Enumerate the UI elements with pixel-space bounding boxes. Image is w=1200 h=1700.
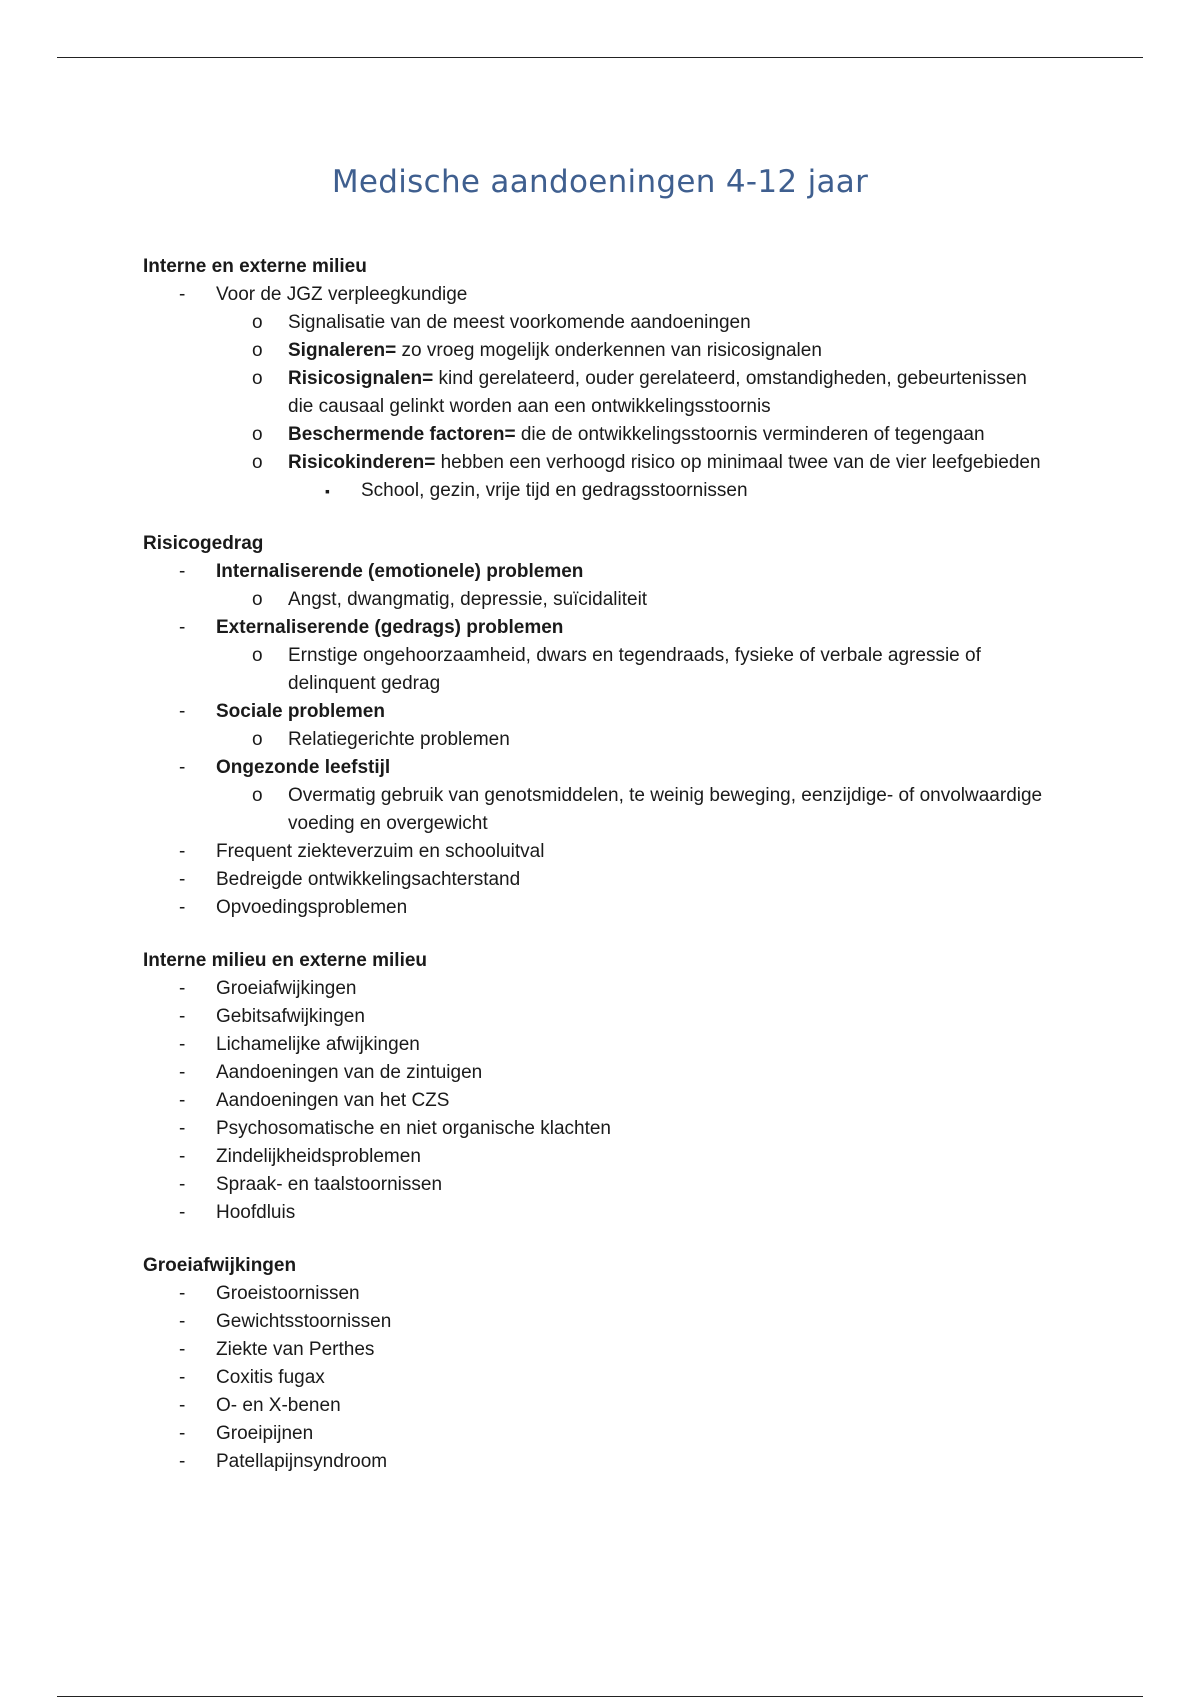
dash-bullet — [179, 1364, 185, 1392]
dash-bullet — [179, 1171, 185, 1199]
document-body — [143, 253, 1143, 1476]
dash-bullet — [179, 558, 185, 586]
list-item: - Internaliserende (emotionele) problemen — [143, 558, 1143, 586]
dash-bullet — [179, 1420, 185, 1448]
circle-bullet — [252, 726, 263, 754]
circle-bullet — [252, 309, 263, 337]
dash-bullet — [179, 1059, 185, 1087]
dash-bullet — [179, 614, 185, 642]
dash-bullet — [179, 894, 185, 922]
list-item: - Coxitis fugax — [143, 1364, 1143, 1392]
dash-bullet — [179, 1087, 185, 1115]
list-item: - Zindelijkheidsproblemen — [143, 1143, 1143, 1171]
list-item: ▪ School, gezin, vrije tijd en gedragsstoornissen — [143, 477, 1143, 505]
list-item: - Spraak- en taalstoornissen — [143, 1171, 1143, 1199]
list-item: - Groeipijnen — [143, 1420, 1143, 1448]
dash-bullet — [179, 1392, 185, 1420]
list-item: - Lichamelijke afwijkingen — [143, 1031, 1143, 1059]
list-item: o Risicokinderen= hebben een verhoogd risico op minimaal twee van de vier leefgebieden — [143, 449, 1048, 477]
list-item: - Aandoeningen van de zintuigen — [143, 1059, 1143, 1087]
dash-bullet — [179, 1143, 185, 1171]
dash-bullet — [179, 975, 185, 1003]
square-bullet — [325, 477, 330, 505]
circle-bullet — [252, 421, 263, 449]
dash-bullet — [179, 1031, 185, 1059]
list-item: o Angst, dwangmatig, depressie, suïcidaliteit — [143, 586, 1143, 614]
footer-rule — [57, 1696, 1143, 1697]
dash-bullet — [179, 281, 185, 309]
list-item: o Beschermende factoren= die de ontwikkelingsstoornis verminderen of tegengaan — [143, 421, 1143, 449]
list-item: - Psychosomatische en niet organische klachten — [143, 1115, 1143, 1143]
list-item: - Hoofdluis — [143, 1199, 1143, 1227]
list-item: - Ongezonde leefstijl — [143, 754, 1143, 782]
list-item: - Aandoeningen van het CZS — [143, 1087, 1143, 1115]
list-item: - Opvoedingsproblemen — [143, 894, 1143, 922]
list-item: - Sociale problemen — [143, 698, 1143, 726]
list-item: o Relatiegerichte problemen — [143, 726, 1143, 754]
header-rule — [57, 57, 1143, 58]
dash-bullet — [179, 1336, 185, 1364]
circle-bullet — [252, 642, 263, 670]
circle-bullet — [252, 586, 263, 614]
list-item: - Voor de JGZ verpleegkundige — [143, 281, 1143, 309]
dash-bullet — [179, 1115, 185, 1143]
circle-bullet — [252, 365, 263, 393]
section-heading-risicogedrag: Risicogedrag — [143, 533, 264, 554]
dash-bullet — [179, 1003, 185, 1031]
document-title: Medische aandoeningen 4-12 jaar — [331, 164, 869, 200]
dash-bullet — [179, 1308, 185, 1336]
dash-bullet — [179, 838, 185, 866]
list-item: - Externaliserende (gedrags) problemen — [143, 614, 1143, 642]
list-item: - Gewichtsstoornissen — [143, 1308, 1143, 1336]
list-item: o Signalisatie van de meest voorkomende aandoeningen — [143, 309, 1143, 337]
list-item: - Frequent ziekteverzuim en schooluitval — [143, 838, 1143, 866]
section-heading-interne-externe: Interne en externe milieu — [143, 256, 367, 277]
dash-bullet — [179, 1280, 185, 1308]
section-heading-groeiafwijkingen: Groeiafwijkingen — [143, 1255, 297, 1276]
list-item: o Ernstige ongehoorzaamheid, dwars en tegendraads, fysieke of verbale agressie of delinquent gedrag — [143, 642, 1048, 698]
dash-bullet — [179, 698, 185, 726]
circle-bullet — [252, 782, 263, 810]
circle-bullet — [252, 337, 263, 365]
dash-bullet — [179, 1199, 185, 1227]
list-item: - Ziekte van Perthes — [143, 1336, 1143, 1364]
circle-bullet — [252, 449, 263, 477]
list-item: o Signaleren= zo vroeg mogelijk onderkennen van risicosignalen — [143, 337, 1143, 365]
list-item: - O- en X-benen — [143, 1392, 1143, 1420]
list-item: - Groeistoornissen — [143, 1280, 1143, 1308]
list-item: o Overmatig gebruik van genotsmiddelen, te weinig beweging, eenzijdige- of onvolwaardige voeding en overgewicht — [143, 782, 1048, 838]
dash-bullet — [179, 754, 185, 782]
dash-bullet — [179, 1448, 185, 1476]
list-item: - Patellapijnsyndroom — [143, 1448, 1143, 1476]
list-item: - Gebitsafwijkingen — [143, 1003, 1143, 1031]
dash-bullet — [179, 866, 185, 894]
list-item: - Groeiafwijkingen — [143, 975, 1143, 1003]
section-heading-interne-milieu: Interne milieu en externe milieu — [143, 950, 428, 971]
list-item: o Risicosignalen= kind gerelateerd, ouder gerelateerd, omstandigheden, gebeurtenissen die causaal gelinkt worden aan een ontwikkelingsstoornis — [143, 365, 1048, 421]
list-item: - Bedreigde ontwikkelingsachterstand — [143, 866, 1143, 894]
